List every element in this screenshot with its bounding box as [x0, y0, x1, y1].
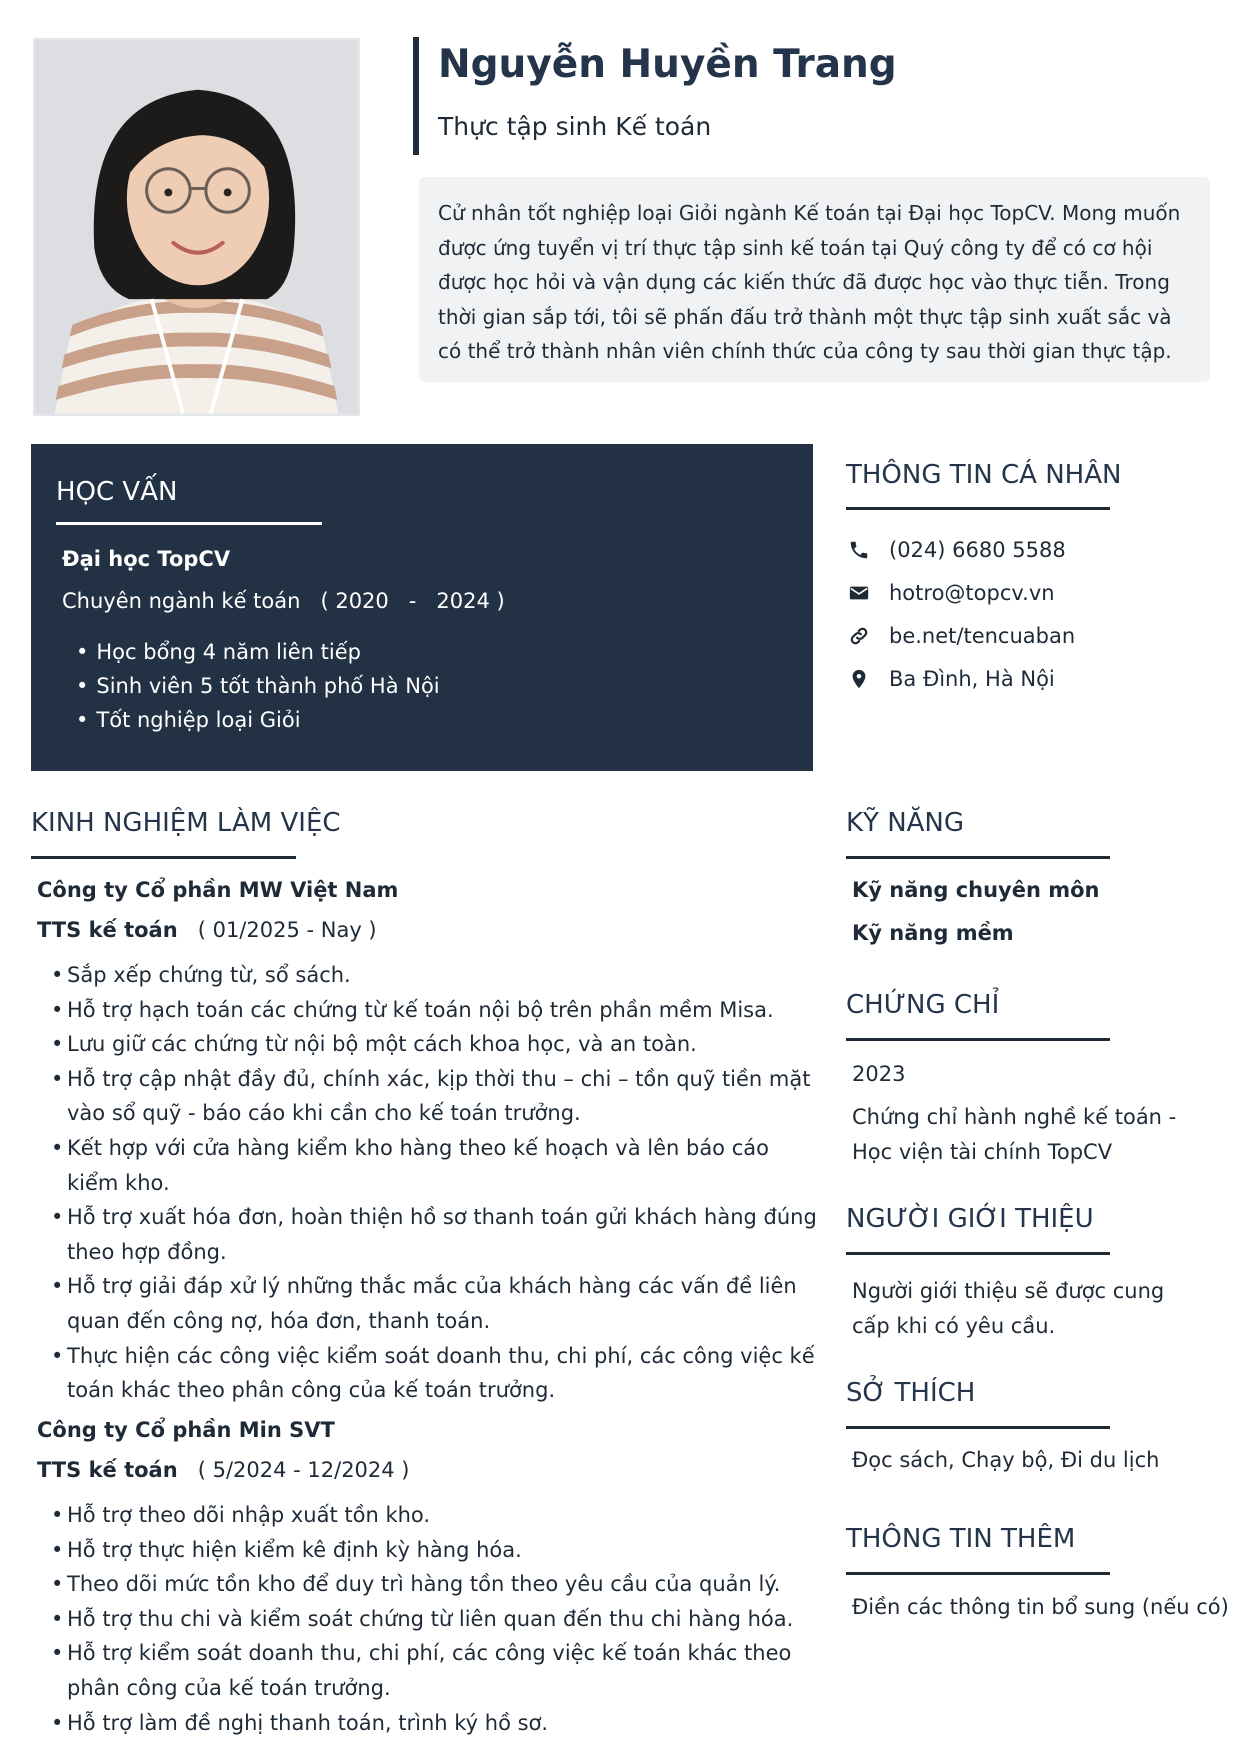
personal-info-divider [846, 507, 1110, 510]
location-icon [846, 666, 872, 692]
list-item: • Hỗ trợ thực hiện kiểm kê định kỳ hàng hóa. [51, 1533, 821, 1568]
job-2-period: ( 5/2024 - 12/2024 ) [197, 1458, 410, 1482]
certificate-year: 2023 [852, 1062, 906, 1086]
career-summary: Cử nhân tốt nghiệp loại Giỏi ngành Kế toán tại Đại học TopCV. Mong muốn được ứng tuyển vị trí thực tập sinh kế toán tại Quý công ty để có cơ hội được học hỏi và vận dụng các kiến thức đã được học vào thực tiễn. Trong thời gian sắp tới, tôi sẽ phấn đấu trở thành một thực tập sinh xuất sắc và có thể trở thành nhân viên chính thức của công ty sau thời gian thực tập. [419, 177, 1210, 382]
contact-list [846, 528, 1075, 700]
list-item: • Theo dõi mức tồn kho để duy trì hàng tồn theo yêu cầu của quản lý. [51, 1567, 821, 1602]
additional-title: THÔNG TIN THÊM [846, 1524, 1076, 1554]
list-item: • Hỗ trợ thu chi và kiểm soát chứng từ liên quan đến thu chi hàng hóa. [51, 1602, 821, 1637]
list-item: • Hỗ trợ theo dõi nhập xuất tồn kho. [51, 1498, 821, 1533]
skill-item: Kỹ năng chuyên môn [852, 878, 1100, 902]
list-item: • Hỗ trợ giải đáp xử lý những thắc mắc của khách hàng các vấn đề liên quan đến công nợ, hóa đơn, thanh toán. [51, 1269, 821, 1338]
list-item: • Sinh viên 5 tốt thành phố Hà Nội [76, 669, 440, 703]
job-2-role: TTS kế toán [37, 1458, 178, 1482]
references-title: NGƯỜI GIỚI THIỆU [846, 1204, 1094, 1234]
education-title: HỌC VẤN [56, 477, 178, 507]
additional-text: Điền các thông tin bổ sung (nếu có) [852, 1595, 1229, 1619]
link-icon [846, 623, 872, 649]
certificate-name: Chứng chỉ hành nghề kế toán - Học viện tài chính TopCV [852, 1105, 1177, 1164]
list-item: • Học bổng 4 năm liên tiếp [76, 635, 440, 669]
hobbies-title: SỞ THÍCH [846, 1378, 976, 1408]
profile-photo [33, 38, 360, 416]
phone-icon [846, 537, 872, 563]
education-major-name: Chuyên ngành kế toán [62, 589, 301, 613]
job-1-period: ( 01/2025 - Nay ) [197, 918, 377, 942]
certificates-divider [846, 1038, 1110, 1041]
contact-phone [846, 528, 1075, 571]
references-divider [846, 1252, 1110, 1255]
list-item: • Hỗ trợ hạch toán các chứng từ kế toán nội bộ trên phần mềm Misa. [51, 993, 821, 1028]
list-item: • Lưu giữ các chứng từ nội bộ một cách khoa học, và an toàn. [51, 1027, 821, 1062]
hobbies-divider [846, 1426, 1110, 1429]
list-item: • Hỗ trợ cập nhật đầy đủ, chính xác, kịp thời thu – chi – tồn quỹ tiền mặt vào sổ quỹ - báo cáo khi cần cho kế toán trưởng. [51, 1062, 821, 1131]
certificates-title: CHỨNG CHỈ [846, 990, 1000, 1020]
name-accent-bar [413, 37, 419, 155]
list-item: • Sắp xếp chứng từ, sổ sách. [51, 958, 821, 993]
job-2-company: Công ty Cổ phần Min SVT [37, 1418, 335, 1442]
list-item: • Hỗ trợ kiểm soát doanh thu, chi phí, các công việc kế toán khác theo phân công của kế toán trưởng. [51, 1636, 821, 1705]
education-section [31, 444, 813, 771]
skills-title: KỸ NĂNG [846, 808, 965, 838]
hobbies-text: Đọc sách, Chạy bộ, Đi du lịch [852, 1448, 1160, 1472]
candidate-name: Nguyễn Huyền Trang [438, 42, 897, 87]
experience-title: KINH NGHIỆM LÀM VIỆC [31, 808, 341, 838]
email-icon [846, 580, 872, 606]
job-1-role: TTS kế toán [37, 918, 178, 942]
references-text: Người giới thiệu sẽ được cung cấp khi có yêu cầu. [852, 1279, 1165, 1338]
list-item: • Hỗ trợ xuất hóa đơn, hoàn thiện hồ sơ thanh toán gửi khách hàng đúng theo hợp đồng. [51, 1200, 821, 1269]
education-major [62, 589, 505, 613]
contact-website [846, 614, 1075, 657]
job-2-duties [51, 1498, 821, 1740]
job-1-company: Công ty Cổ phần MW Việt Nam [37, 878, 399, 902]
contact-address [846, 657, 1075, 700]
education-achievements [76, 635, 440, 737]
experience-divider [31, 856, 296, 859]
email-value[interactable]: hotro@topcv.vn [889, 580, 1055, 605]
phone-value: (024) 6680 5588 [889, 537, 1066, 562]
job-1-role-line [37, 918, 377, 942]
list-item: • Thực hiện các công việc kiểm soát doanh thu, chi phí, các công việc kế toán khác theo phân công của kế toán trưởng. [51, 1339, 821, 1408]
list-item: • Tốt nghiệp loại Giỏi [76, 703, 440, 737]
address-value: Ba Đình, Hà Nội [889, 666, 1055, 691]
list-item: • Hỗ trợ làm đề nghị thanh toán, trình ký hồ sơ. [51, 1706, 821, 1741]
additional-divider [846, 1572, 1110, 1575]
job-2-role-line [37, 1458, 410, 1482]
education-divider [56, 522, 322, 525]
job-title: Thực tập sinh Kế toán [438, 112, 712, 141]
job-1-duties [51, 958, 821, 1408]
contact-email [846, 571, 1075, 614]
education-period: ( 2020 - 2024 ) [320, 589, 505, 613]
personal-info-title: THÔNG TIN CÁ NHÂN [846, 460, 1122, 490]
website-value[interactable]: be.net/tencuaban [889, 623, 1076, 648]
skills-divider [846, 856, 1110, 859]
skill-item: Kỹ năng mềm [852, 921, 1014, 945]
education-school: Đại học TopCV [62, 547, 231, 571]
list-item: • Kết hợp với cửa hàng kiểm kho hàng theo kế hoạch và lên báo cáo kiểm kho. [51, 1131, 821, 1200]
